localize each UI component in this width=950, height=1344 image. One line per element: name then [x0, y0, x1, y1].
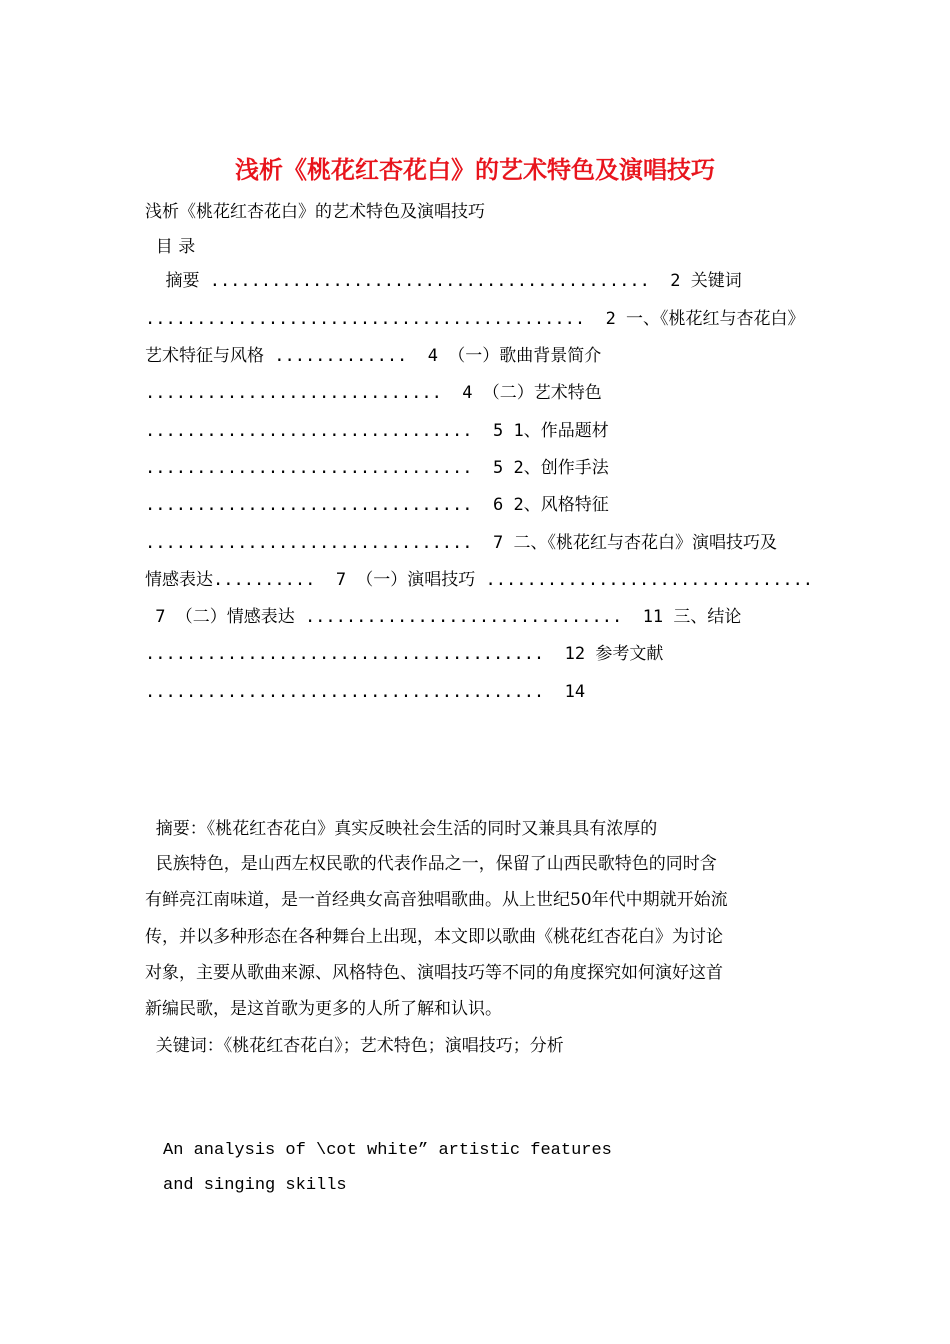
toc-line: ....................................... 14	[145, 682, 586, 702]
toc-line: ........................................... 2 一、《桃花红与杏花白》	[145, 309, 805, 329]
document-title: 浅析《桃花红杏花白》的艺术特色及演唱技巧	[235, 155, 715, 184]
toc-line: 艺术特征与风格 ............. 4 （一）歌曲背景简介	[145, 346, 602, 366]
keywords-line: 关键词：《桃花红杏花白》；艺术特色；演唱技巧；分析	[145, 1036, 564, 1056]
abstract-line: 摘要：《桃花红杏花白》真实反映社会生活的同时又兼具具有浓厚的	[145, 819, 658, 839]
english-title-line: and singing skills	[163, 1176, 347, 1195]
abstract-line: 新编民歌，是这首歌为更多的人所了解和认识。	[145, 999, 502, 1019]
toc-line: ................................ 6 2、风格特征	[145, 495, 609, 515]
abstract-line: 有鲜亮江南味道，是一首经典女高音独唱歌曲。从上世纪50年代中期就开始流	[145, 890, 728, 910]
abstract-line: 传，并以多种形态在各种舞台上出现，本文即以歌曲《桃花红杏花白》为讨论	[145, 927, 723, 947]
toc-line: ....................................... 12 参考文献	[145, 644, 664, 664]
document-subtitle: 浅析《桃花红杏花白》的艺术特色及演唱技巧	[145, 202, 485, 222]
toc-line: ................................ 5 2、创作手法	[145, 458, 609, 478]
toc-line: ................................ 7 二、《桃花红与杏花白》演唱技巧及	[145, 533, 777, 553]
toc-line: 摘要 ........................................... 2 关键词	[145, 271, 742, 291]
toc-line: 7 （二）情感表达 ............................... 11 三、结论	[145, 607, 742, 627]
abstract-line: 对象，主要从歌曲来源、风格特色、演唱技巧等不同的角度探究如何演好这首	[145, 963, 723, 983]
toc-line: ............................. 4 （二）艺术特色	[145, 383, 602, 403]
toc-line: ................................ 5 1、作品题材	[145, 421, 609, 441]
toc-heading: 目 录	[145, 237, 196, 257]
toc-line: 情感表达.......... 7 （一）演唱技巧 ................................	[145, 570, 814, 590]
abstract-line: 民族特色，是山西左权民歌的代表作品之一，保留了山西民歌特色的同时含	[145, 854, 717, 874]
english-title-line: An analysis of \cot white” artistic features	[163, 1141, 612, 1160]
